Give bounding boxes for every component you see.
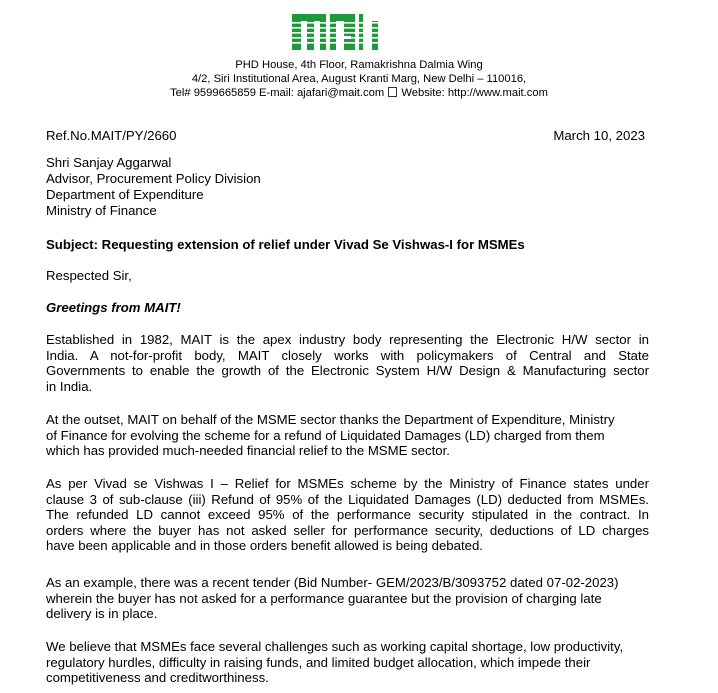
paragraph-line: Governments to enable the growth of the Electronic System H/W Design & Manufacturing sector	[46, 363, 649, 379]
paragraph-line: orders where the buyer has not asked seller for performance security, deductions of LD charges	[46, 522, 649, 538]
address-line-1: PHD House, 4th Floor, Ramakrishna Dalmia Wing	[235, 59, 483, 71]
recipient-line: Department of Expenditure	[46, 187, 204, 202]
paragraph-line: which has provided much-needed financial relief to the MSME sector.	[46, 443, 450, 459]
address-line-2: 4/2, Siri Institutional Area, August Kranti Marg, New Delhi – 110016,	[191, 73, 527, 85]
contact-line	[0, 86, 718, 100]
recipient-line: Advisor, Procurement Policy Division	[46, 171, 261, 186]
recipient-line: Ministry of Finance	[46, 203, 157, 218]
paragraph-line: in India.	[46, 378, 93, 394]
letterhead-address	[0, 58, 718, 100]
paragraph-example	[46, 575, 649, 622]
contact-website: Website: http://www.mait.com	[401, 87, 548, 99]
paragraph-line: As per Vivad se Vishwas I – Relief for MSMEs scheme by the Ministry of Finance states under	[46, 476, 649, 491]
paragraph-line: of Finance for evolving the scheme for a refund of Liquidated Damages (LD) charged from them	[46, 427, 605, 443]
paragraph-thanks	[46, 412, 649, 459]
greeting: Greetings from MAIT!	[46, 300, 181, 315]
paragraph-scheme	[46, 476, 649, 554]
paragraph-line: wherein the buyer has not asked for a performance guarantee but the provision of charging late	[46, 590, 602, 606]
paragraph-line: competitiveness and creditworthiness.	[46, 670, 269, 686]
paragraph-line: have been applicable and in those orders benefit allowed is being debated.	[46, 538, 483, 554]
contact-tel-email: Tel# 9599665859 E-mail: ajafari@mait.com	[170, 87, 385, 99]
paragraph-line: India. A not-for-profit body, MAIT closely works with policymakers of Central and State	[46, 347, 649, 363]
paragraph-line: Established in 1982, MAIT is the apex industry body representing the Electronic H/W sector in	[46, 332, 649, 347]
paragraph-line: The refunded LD cannot exceed 95% of the performance security stipulated in the contract. In	[46, 507, 649, 523]
paragraph-line: regulatory hurdles, difficulty in raising funds, and limited budget allocation, which impede their	[46, 654, 591, 670]
salutation: Respected Sir,	[46, 268, 132, 283]
paragraph-line: As an example, there was a recent tender (Bid Number- GEM/2023/B/3093752 dated 07-02-2023)	[46, 575, 619, 590]
paragraph-line: delivery is in place.	[46, 606, 158, 622]
paragraph-msme-challenges	[46, 639, 649, 686]
letter-date: March 10, 2023	[553, 128, 645, 143]
paragraph-line: At the outset, MAIT on behalf of the MSME sector thanks the Department of Expenditure, Ministry	[46, 412, 615, 427]
paragraph-line: clause 3 of sub-clause (iii) Refund of 95% of the Liquidated Damages (LD) deducted from MSMEs.	[46, 491, 649, 507]
subject-line: Subject: Requesting extension of relief under Vivad Se Vishwas-I for MSMEs	[46, 237, 525, 252]
paragraph-line: We believe that MSMEs face several challenges such as working capital shortage, low productivity,	[46, 639, 624, 654]
mait-logo	[0, 8, 718, 56]
bullet-box-icon	[388, 87, 397, 97]
recipient-line: Shri Sanjay Aggarwal	[46, 155, 172, 170]
reference-number: Ref.No.MAIT/PY/2660	[46, 128, 177, 143]
recipient-address	[46, 155, 261, 219]
mait-logo-mark	[292, 14, 382, 50]
paragraph-about-mait	[46, 332, 649, 394]
